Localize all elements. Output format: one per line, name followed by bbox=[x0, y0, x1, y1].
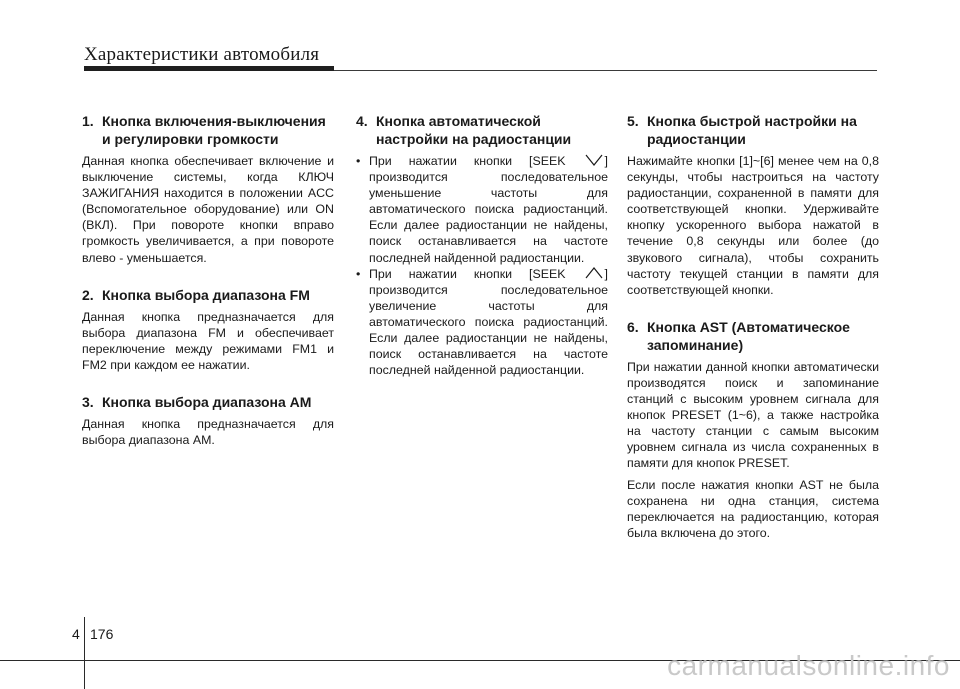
section-4-heading bbox=[356, 112, 608, 148]
seek-up-text-end: ] производится последовательное увеличение частоты для автоматического поиска радиостанций. Если далее радиостанции не найдены, поиск останавливается на частоте последней найденной радиостанции. bbox=[369, 266, 608, 378]
section-5-number: 5. bbox=[627, 113, 639, 129]
page-number: 176 bbox=[90, 626, 114, 642]
section-6-heading bbox=[627, 318, 879, 354]
section-4-title: Кнопка автоматической настройки на радиостанции bbox=[376, 113, 572, 147]
section-1-number: 1. bbox=[82, 113, 94, 129]
chevron-down-icon bbox=[583, 153, 605, 167]
section-3-title: Кнопка выбора диапазона AM bbox=[102, 394, 312, 411]
section-3-text: Данная кнопка предназначается для выбора диапазона AM. bbox=[82, 417, 334, 448]
watermark-text: carmanualsonline.info bbox=[667, 650, 950, 681]
bullet-marker: • bbox=[356, 266, 361, 281]
seek-down-text-start: При нажатии кнопки [SEEK bbox=[369, 154, 566, 168]
section-6-title: Кнопка AST (Автоматическое запоминание) bbox=[647, 318, 850, 353]
section-2-text: Данная кнопка предназначается для выбора диапазона FM и обеспечивает переключение между режимами FM1 и FM2 при каждом ее нажатии. bbox=[82, 309, 334, 372]
section-5-heading bbox=[627, 112, 879, 148]
section-6-text-2: Если после нажатия кнопки AST не была сохранена ни одна станция, система переключается на радиостанцию, которая была включена до этого. bbox=[627, 477, 879, 540]
section-4-number: 4. bbox=[356, 113, 368, 129]
column-3 bbox=[627, 112, 879, 561]
section-1-text: Данная кнопка обеспечивает включение и выключение системы, когда КЛЮЧ ЗАЖИГАНИЯ находится в положении ACC (Вспомогательное оборудование) или ON (ВКЛ). При повороте кнопки вправо громкость увеличивается, а при повороте влево - уменьшается. bbox=[82, 154, 334, 265]
section-6-text-1: При нажатии данной кнопки автоматически производятся поиск и запоминание станций с высоким уровнем сигнала для кнопок PRESET (1~6), а также настройка на частоту станции с самым высоким уровнем сигнала из числа сохраненных в памяти для кнопок PRESET. bbox=[627, 359, 879, 471]
section-5-text: Нажимайте кнопки [1]~[6] менее чем на 0,8 секунды, чтобы настроиться на частоту радиостанции, сохраненной в памяти для соответствующей кнопки. Удерживайте кнопку ускоренного выбора нажатой в течение 0,8 секунды или более (до звукового сигнала), чтобы сохранить частоту текущей станции в памяти для соответствующей кнопки. bbox=[627, 154, 879, 297]
section-2-heading bbox=[82, 286, 334, 304]
section-2-title: Кнопка выбора диапазона FM bbox=[102, 286, 310, 303]
section-4-bullet-list bbox=[356, 153, 608, 378]
chevron-up-icon bbox=[583, 266, 605, 280]
section-3-number: 3. bbox=[82, 394, 94, 411]
column-1 bbox=[82, 112, 334, 468]
bullet-marker: • bbox=[356, 154, 361, 168]
seek-down-bullet bbox=[356, 153, 608, 266]
footer-divider bbox=[84, 617, 85, 689]
section-2-number: 2. bbox=[82, 286, 94, 303]
section-1-title: Кнопка включения-выключения и регулировки громкости bbox=[102, 113, 326, 147]
seek-up-bullet bbox=[356, 266, 608, 379]
chapter-number: 4 bbox=[72, 626, 80, 642]
section-5-title: Кнопка быстрой настройки на радиостанции bbox=[647, 113, 857, 147]
seek-down-text-end: ] производится последовательное уменьшение частоты для автоматического поиска радиостанций. Если далее радиостанции не найдены, поиск останавливается на частоте последней найденной радиостанции. bbox=[369, 154, 608, 265]
header-rule bbox=[334, 70, 877, 71]
seek-up-text-start: При нажатии кнопки [SEEK bbox=[369, 266, 566, 281]
column-2 bbox=[356, 112, 608, 378]
page-header-title: Характеристики автомобиля bbox=[84, 44, 320, 65]
section-3-heading bbox=[82, 393, 334, 411]
section-6-number: 6. bbox=[627, 318, 639, 335]
section-1-heading bbox=[82, 112, 334, 148]
header-bar bbox=[84, 66, 334, 71]
